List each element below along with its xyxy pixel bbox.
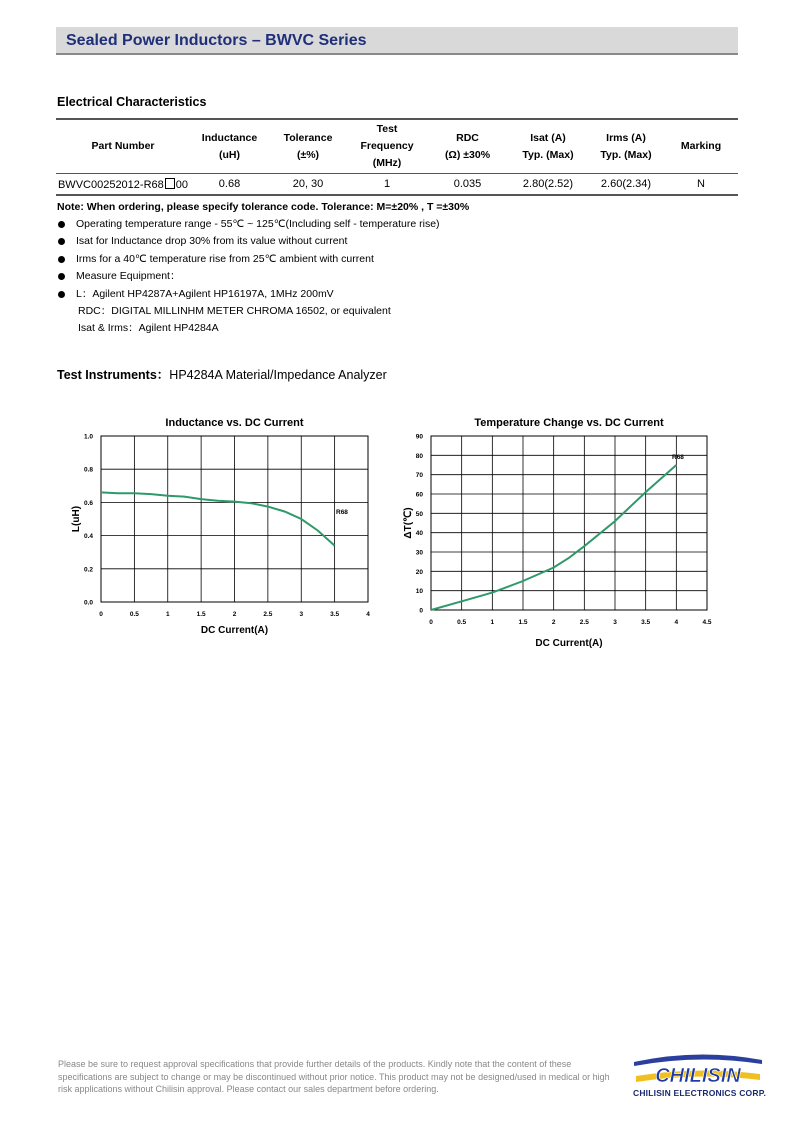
list-item: Isat for Inductance drop 30% from its value without current bbox=[57, 233, 440, 250]
list-item: Irms for a 40℃ temperature rise from 25℃ ambient with current bbox=[57, 251, 440, 268]
y-tick-label: 30 bbox=[415, 549, 423, 557]
bullet-icon bbox=[58, 273, 65, 280]
list-subitem: RDC：DIGITAL MILLINHM METER CHROMA 16502, or equivalent bbox=[78, 304, 391, 317]
col-irms: Irms (A) Typ. (Max) bbox=[588, 119, 664, 174]
section-title: Electrical Characteristics bbox=[57, 95, 207, 109]
y-tick-label: 70 bbox=[415, 472, 423, 480]
y-tick-label: 0.6 bbox=[83, 499, 93, 507]
x-tick-label: 3.5 bbox=[641, 619, 651, 626]
svg-text:CHILISIN: CHILISIN bbox=[655, 1065, 741, 1087]
x-tick-label: 1 bbox=[490, 619, 495, 626]
y-tick-label: 0 bbox=[419, 607, 423, 615]
spec-table bbox=[56, 118, 738, 196]
col-isat: Isat (A) Typ. (Max) bbox=[508, 119, 588, 174]
spec-notes-list bbox=[57, 216, 440, 338]
x-axis-label: DC Current(A) bbox=[200, 625, 269, 636]
cell-rdc: 0.035 bbox=[427, 174, 508, 196]
y-tick-label: 40 bbox=[415, 530, 423, 538]
chart-title: Temperature Change vs. DC Current bbox=[474, 417, 664, 429]
cell-frequency: 1 bbox=[347, 174, 427, 196]
col-part-number: Part Number bbox=[56, 119, 190, 174]
y-tick-label: 60 bbox=[415, 491, 423, 499]
y-tick-label: 80 bbox=[415, 452, 423, 460]
x-tick-label: 0 bbox=[99, 611, 103, 618]
x-tick-label: 1.5 bbox=[196, 611, 206, 618]
x-tick-label: 2.5 bbox=[579, 619, 589, 626]
test-instruments-value: HP4284A Material/Impedance Analyzer bbox=[169, 368, 387, 382]
company-name: CHILISIN ELECTRONICS CORP. bbox=[633, 1088, 767, 1098]
chart-title: Inductance vs. DC Current bbox=[165, 417, 304, 429]
series-line-r68 bbox=[101, 492, 335, 545]
x-axis-label: DC Current(A) bbox=[535, 638, 603, 649]
series-label: R68 bbox=[336, 509, 348, 516]
cell-tolerance: 20, 30 bbox=[269, 174, 347, 196]
x-tick-label: 1.5 bbox=[518, 619, 528, 626]
x-tick-label: 1 bbox=[165, 611, 170, 618]
col-rdc: RDC (Ω) ±30% bbox=[427, 119, 508, 174]
y-tick-label: 1.0 bbox=[83, 433, 93, 441]
x-tick-label: 0.5 bbox=[129, 611, 139, 618]
col-tolerance: Tolerance (±%) bbox=[269, 119, 347, 174]
cell-part-number: BWVC00252012-R68 00 bbox=[56, 174, 190, 196]
cell-inductance: 0.68 bbox=[190, 174, 269, 196]
y-tick-label: 0.8 bbox=[83, 466, 93, 474]
x-tick-label: 3 bbox=[299, 611, 304, 618]
x-tick-label: 2.5 bbox=[263, 611, 273, 618]
x-tick-label: 3.5 bbox=[330, 611, 340, 618]
y-tick-label: 0.2 bbox=[83, 566, 93, 574]
list-subitem: Isat & Irms：Agilent HP4284A bbox=[78, 322, 219, 335]
test-instruments bbox=[57, 365, 387, 383]
bullet-icon bbox=[58, 291, 65, 298]
temperature-chart bbox=[392, 408, 738, 656]
table-row bbox=[56, 174, 738, 196]
x-tick-label: 0.5 bbox=[457, 619, 467, 626]
x-tick-label: 2 bbox=[232, 611, 237, 618]
plot-frame bbox=[431, 436, 707, 610]
list-item: Measure Equipment： bbox=[57, 268, 440, 285]
y-tick-label: 0.4 bbox=[83, 533, 93, 541]
bullet-icon bbox=[58, 221, 65, 228]
ordering-note: Note: When ordering, please specify tolerance code. Tolerance: M=±20% , T =±30% bbox=[57, 201, 470, 213]
col-test-frequency: Test Frequency (MHz) bbox=[347, 119, 427, 174]
col-inductance: Inductance (uH) bbox=[190, 119, 269, 174]
y-tick-label: 50 bbox=[415, 510, 423, 518]
page-title: Sealed Power Inductors – BWVC Series bbox=[66, 32, 367, 49]
x-tick-label: 4.5 bbox=[702, 619, 712, 626]
header-bar bbox=[56, 27, 738, 55]
cell-isat: 2.80(2.52) bbox=[508, 174, 588, 196]
table-header-row bbox=[56, 119, 738, 174]
bullet-icon bbox=[58, 256, 65, 263]
series-label: R68 bbox=[672, 454, 684, 461]
list-item: L：Agilent HP4287A+Agilent HP16197A, 1MHz 200mV bbox=[57, 286, 440, 303]
col-marking: Marking bbox=[664, 119, 738, 174]
cell-irms: 2.60(2.34) bbox=[588, 174, 664, 196]
y-axis-label: ΔT(℃) bbox=[403, 507, 414, 539]
y-tick-label: 20 bbox=[415, 568, 423, 576]
x-tick-label: 4 bbox=[674, 619, 679, 626]
x-tick-label: 4 bbox=[366, 611, 370, 618]
tolerance-code-box bbox=[165, 178, 175, 189]
cell-marking: N bbox=[664, 174, 738, 196]
x-tick-label: 0 bbox=[429, 619, 433, 626]
x-tick-label: 3 bbox=[613, 619, 617, 626]
y-tick-label: 0.0 bbox=[83, 599, 93, 607]
bullet-icon bbox=[58, 238, 65, 245]
inductance-chart bbox=[56, 408, 396, 642]
y-axis-label: L(uH) bbox=[71, 505, 82, 533]
x-tick-label: 2 bbox=[551, 619, 556, 626]
y-tick-label: 90 bbox=[415, 433, 423, 441]
list-item: Operating temperature range - 55℃ ~ 125℃(Including self - temperature rise) bbox=[57, 216, 440, 233]
footer-disclaimer: Please be sure to request approval specifications that provide further details of the products. Kindly note that the content of these specifications are subject to change or may be discontinued without prior notice. This product may not be designed/used in medical or high risk applications without Chilisin approval. Please contact our sales department before ordering. bbox=[58, 1059, 610, 1094]
test-instruments-label: Test Instruments： bbox=[57, 368, 170, 382]
y-tick-label: 10 bbox=[415, 588, 423, 596]
